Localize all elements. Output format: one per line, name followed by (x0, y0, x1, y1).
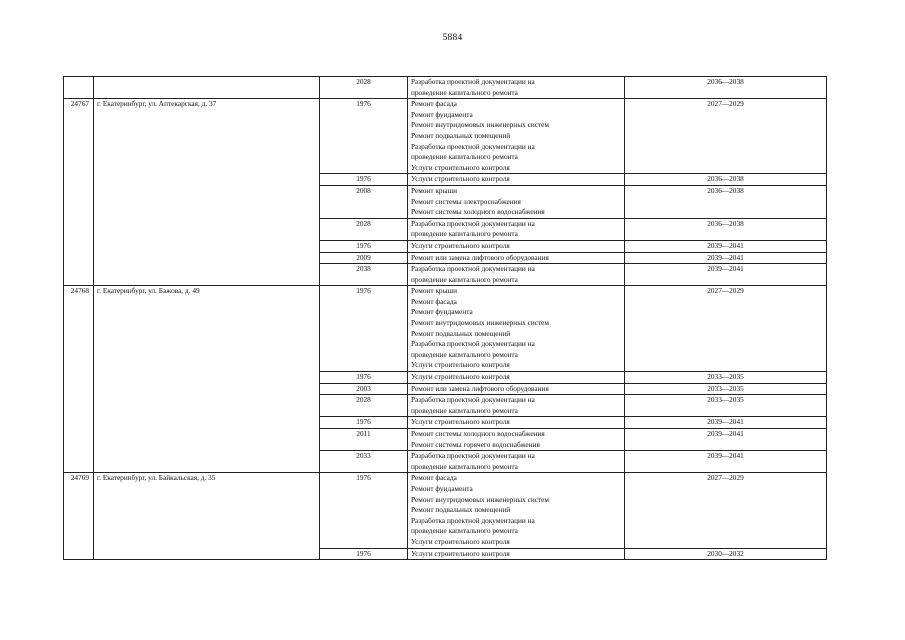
year-cell: 1976 (320, 417, 408, 429)
work-item: Ремонт системы горячего водоснабжения (411, 439, 540, 449)
work-item: Услуги строительного контроля (411, 360, 510, 370)
period-cell: 2027—2029 (625, 473, 827, 548)
table-row (64, 286, 827, 372)
works-cell (408, 473, 625, 548)
work-item: Услуги строительного контроля (411, 536, 510, 546)
works-cell (408, 383, 625, 395)
work-item: Ремонт фасада (411, 296, 457, 306)
work-item: проведение капитального ремонта (411, 152, 518, 162)
period-cell: 2033—2035 (625, 372, 827, 384)
work-item: Ремонт фасада (411, 99, 457, 109)
period-cell: 2039—2041 (625, 252, 827, 264)
year-cell: 2028 (320, 77, 408, 99)
works-cell (408, 417, 625, 429)
period-cell: 2033—2035 (625, 383, 827, 395)
period-cell: 2036—2038 (625, 218, 827, 240)
work-item: проведение капитального ремонта (411, 274, 518, 284)
works-cell (408, 240, 625, 252)
period-cell: 2036—2038 (625, 77, 827, 99)
work-item: Ремонт или замена лифтового оборудования (411, 383, 549, 393)
work-item: Ремонт системы холодного водоснабжения (411, 429, 545, 438)
repair-schedule-table (63, 76, 827, 560)
works-cell (408, 99, 625, 174)
period-cell: 2039—2041 (625, 264, 827, 286)
work-item: Ремонт внутридомовых инженерных систем (411, 318, 550, 328)
work-item: проведение капитального ремонта (411, 229, 518, 239)
period-cell: 2039—2041 (625, 240, 827, 252)
page-number: 5884 (442, 33, 463, 43)
work-item: Ремонт внутридомовых инженерных систем (411, 494, 550, 504)
house-number-cell (64, 77, 94, 99)
year-cell: 2009 (320, 252, 408, 264)
works-cell (408, 429, 625, 451)
work-item: Услуги строительного контроля (411, 372, 510, 382)
works-cell (408, 77, 625, 99)
period-cell: 2030—2032 (625, 548, 827, 560)
address-cell: г. Екатеринбург, ул. Байкальская, д. 35 (94, 473, 320, 560)
year-cell: 2033 (320, 451, 408, 473)
works-cell (408, 264, 625, 286)
works-cell (408, 185, 625, 218)
work-item: Разработка проектной документации на (411, 339, 535, 349)
year-cell: 2008 (320, 185, 408, 218)
house-number-cell: 24768 (64, 286, 94, 473)
house-number-cell: 24769 (64, 473, 94, 560)
work-item: проведение капитального ремонта (411, 405, 518, 415)
work-item: Услуги строительного контроля (411, 240, 510, 250)
work-item: Ремонт системы холодного водоснабжения (411, 207, 545, 217)
work-item: Ремонт фундамента (411, 109, 473, 119)
works-cell (408, 451, 625, 473)
year-cell: 1976 (320, 240, 408, 252)
period-cell: 2033—2035 (625, 395, 827, 417)
work-item: Разработка проектной документации на (411, 515, 535, 525)
period-cell: 2027—2029 (625, 286, 827, 372)
table-row (64, 473, 827, 548)
work-item: Разработка проектной документации на (411, 264, 535, 274)
work-item: Ремонт внутридомовых инженерных систем (411, 120, 550, 130)
address-cell: г. Екатеринбург, ул. Бажова, д. 49 (94, 286, 320, 473)
works-cell (408, 395, 625, 417)
work-item: Услуги строительного контроля (411, 548, 510, 558)
works-cell (408, 218, 625, 240)
year-cell: 2003 (320, 383, 408, 395)
work-item: Ремонт или замена лифтового оборудования (411, 252, 549, 262)
year-cell: 1976 (320, 174, 408, 186)
table-row (64, 99, 827, 174)
work-item: Ремонт подвальных помещений (411, 328, 511, 338)
work-item: Ремонт крыши (411, 286, 458, 296)
works-cell (408, 252, 625, 264)
period-cell: 2036—2038 (625, 174, 827, 186)
period-cell: 2039—2041 (625, 429, 827, 451)
table-row (64, 77, 827, 99)
year-cell: 1976 (320, 372, 408, 384)
work-item: Ремонт системы электроснабжения (411, 196, 521, 206)
period-cell: 2039—2041 (625, 417, 827, 429)
year-cell: 1976 (320, 548, 408, 560)
year-cell: 1976 (320, 286, 408, 372)
work-item: проведение капитального ремонта (411, 349, 518, 359)
work-item: Услуги строительного контроля (411, 417, 510, 427)
work-item: Разработка проектной документации на (411, 451, 535, 461)
address-cell: г. Екатеринбург, ул. Аптекарская, д. 37 (94, 99, 320, 286)
work-item: Услуги строительного контроля (411, 174, 510, 184)
work-item: Услуги строительного контроля (411, 162, 510, 172)
address-cell (94, 77, 320, 99)
work-item: Разработка проектной документации на (411, 395, 535, 405)
works-cell (408, 548, 625, 560)
work-item: проведение капитального ремонта (411, 87, 518, 97)
work-item: Ремонт фундамента (411, 307, 473, 317)
year-cell: 2038 (320, 264, 408, 286)
works-cell (408, 286, 625, 372)
work-item: Ремонт подвальных помещений (411, 130, 511, 140)
works-cell (408, 174, 625, 186)
work-item: проведение капитального ремонта (411, 526, 518, 536)
work-item: Ремонт фасада (411, 473, 457, 483)
year-cell: 2028 (320, 218, 408, 240)
year-cell: 1976 (320, 473, 408, 548)
works-cell (408, 372, 625, 384)
work-item: Разработка проектной документации на (411, 218, 535, 228)
year-cell: 2028 (320, 395, 408, 417)
work-item: Ремонт подвальных помещений (411, 505, 511, 515)
work-item: Ремонт фундамента (411, 483, 473, 493)
period-cell: 2027—2029 (625, 99, 827, 174)
year-cell: 2011 (320, 429, 408, 451)
work-item: Разработка проектной документации на (411, 77, 535, 86)
work-item: проведение капитального ремонта (411, 461, 518, 471)
work-item: Ремонт крыши (411, 185, 458, 195)
house-number-cell: 24767 (64, 99, 94, 286)
year-cell: 1976 (320, 99, 408, 174)
work-item: Разработка проектной документации на (411, 141, 535, 151)
period-cell: 2039—2041 (625, 451, 827, 473)
period-cell: 2036—2038 (625, 185, 827, 218)
